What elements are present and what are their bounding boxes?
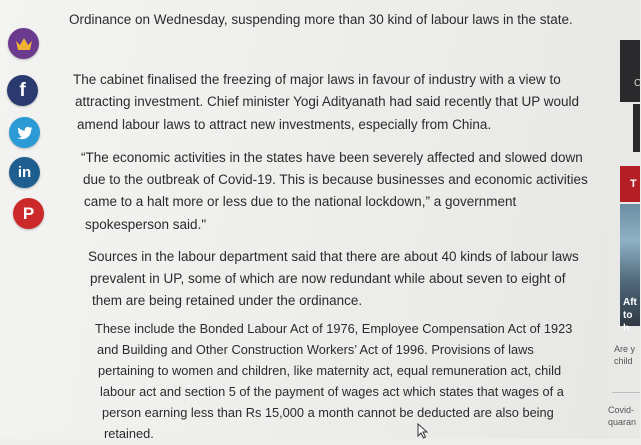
sidebar-story-link[interactable] xyxy=(614,343,635,367)
article-line: and Building and Other Construction Workers’ Act of 1996. Provisions of laws xyxy=(97,342,534,357)
article-line: Ordinance on Wednesday, suspending more than 30 kind of labour laws in the state. xyxy=(69,12,573,27)
pinterest-icon: P xyxy=(22,203,35,223)
article-line: person earning less than Rs 15,000 a month cannot be deducted are also being xyxy=(102,405,554,420)
article-line: them are being retained under the ordinance. xyxy=(92,293,363,308)
sidebar-story-title[interactable] xyxy=(623,296,640,335)
facebook-icon: f xyxy=(19,79,26,101)
article-line: Sources in the labour department said that there are about 40 kinds of labour laws xyxy=(88,249,579,264)
sidebar-story-title-line: Aft xyxy=(623,297,637,308)
sidebar-story-link-line: quaran xyxy=(608,417,637,427)
article-line: These include the Bonded Labour Act of 1976, Employee Compensation Act of 1923 xyxy=(95,321,573,336)
article-line: retained. xyxy=(104,426,154,441)
crown-glyph xyxy=(15,37,33,51)
quote-line: due to the outbreak of Covid-19. This is because businesses and economic activities xyxy=(83,172,588,187)
article-line: pertaining to women and children, like maternity act, equal remuneration act, child xyxy=(98,363,562,378)
quote-line: came to a halt more or less due to the national lockdown,” a government xyxy=(84,194,517,209)
linkedin-share-button[interactable] xyxy=(9,157,40,188)
sidebar-story-title-line: to h xyxy=(623,310,633,334)
pinterest-share-button[interactable] xyxy=(13,198,44,229)
sidebar-promo-label: C xyxy=(634,78,641,89)
facebook-share-button[interactable] xyxy=(7,75,38,106)
sidebar-story-link-line: Covid- xyxy=(608,405,635,415)
sidebar-story-link-line: Are y xyxy=(614,344,636,354)
twitter-share-button[interactable] xyxy=(9,117,40,148)
article-line: prevalent in UP, some of which are now redundant while about seven to eight of xyxy=(90,271,566,286)
sidebar-section-header: T xyxy=(620,166,640,202)
quote-line: “The economic activities in the states have been severely affected and slowed down xyxy=(81,150,583,165)
linkedin-icon: in xyxy=(17,164,32,181)
article-line: attracting investment. Chief minister Yogi Adityanath had said recently that UP would xyxy=(75,94,580,109)
sidebar-story-link[interactable] xyxy=(608,404,636,428)
sidebar-story-link-line: child xyxy=(614,356,633,366)
crown-icon[interactable] xyxy=(8,28,39,59)
article-line: amend labour laws to attract new investments, especially from China. xyxy=(77,117,492,132)
sidebar-promo-tile-2[interactable] xyxy=(633,104,640,152)
quote-line: spokesperson said." xyxy=(85,217,207,232)
article-line: The cabinet finalised the freezing of major laws in favour of industry with a view to xyxy=(73,72,561,87)
sidebar-divider xyxy=(612,392,640,393)
sidebar-promo-tile[interactable] xyxy=(620,40,640,102)
article-line: labour act and section 5 of the payment of wages act which states that wages of a xyxy=(100,384,564,399)
mouse-cursor-icon xyxy=(417,423,429,439)
twitter-icon xyxy=(17,126,33,140)
